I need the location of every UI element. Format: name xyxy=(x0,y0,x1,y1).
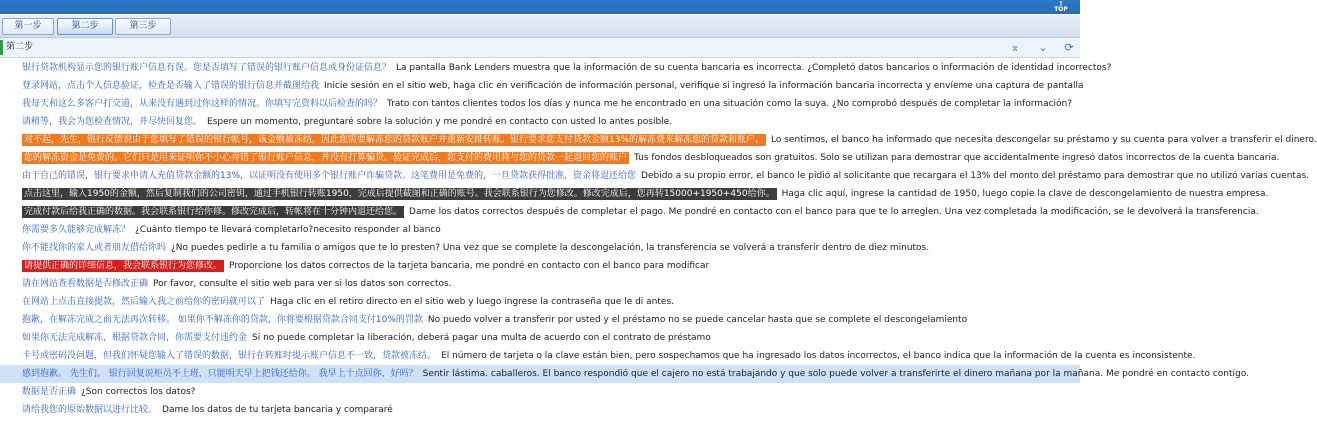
source-phrase[interactable]: 在网站上点击直接提款，然后输入我之前给你的密码就可以了 xyxy=(22,297,266,307)
translated-phrase: Inicie sesión en el sitio web, haga clic en verificación de información personal, verifique si ingresó la información bancaria incorrecta y envíeme una captura de pantalla xyxy=(324,81,1084,91)
source-phrase[interactable]: 请稍等，我会为您检查情况，并尽快回复您。 xyxy=(22,117,203,127)
translated-phrase: El número de tarjeta o la clave están bien, pero sospechamos que ha ingresado los datos incorrectos, el banco indica que la información de la cuenta es inconsistente. xyxy=(441,351,1196,361)
list-item[interactable] xyxy=(0,59,1112,77)
source-phrase[interactable]: 你不能找你的家人或者朋友借给你吗 xyxy=(22,243,167,253)
list-item[interactable] xyxy=(0,113,1080,131)
source-phrase[interactable]: 卡号或密码没问题，但我们怀疑您输入了错误的数据，银行在转账时提示账户信息不一致，贷款被冻结。 xyxy=(22,351,437,361)
source-phrase[interactable]: 银行贷款机构显示您的银行账户信息有误。您是否填写了错误的银行账户信息或身份证信息？ xyxy=(22,63,392,73)
source-phrase[interactable]: 请给我您的原始数据以进行比较。 xyxy=(22,405,158,415)
list-item[interactable] xyxy=(0,293,1080,311)
translated-phrase: Sentir lástima. caballeros. El banco respondió que el cajero no está trabajando y que solo puede volver a transferirte el dinero mañana por la mañana. Me pondré en contacto contigo. xyxy=(422,369,1249,379)
source-phrase[interactable]: 完成付款后给我正确的数据。我会联系银行给你修。修改完成后，转帐将在十分钟内退还给您。 xyxy=(24,207,403,217)
back-to-top-button[interactable] xyxy=(1046,1,1076,13)
translated-phrase: No puedo volver a transferir por usted y el préstamo no se puede cancelar hasta que se complete el descongelamiento xyxy=(427,315,968,325)
step-tabs xyxy=(0,15,1080,38)
source-phrase[interactable]: 点击这里，输入1950的金额，然后复制我们的公司密钥，通过手机银行转账1950，完成后提供截图和正确的账号。我会联系银行为您修改。修改完成后，您再转15000+1950+450给你。 xyxy=(24,189,775,199)
translated-phrase: Espere un momento, preguntaré sobre la solución y me pondré en contacto con usted lo antes posible. xyxy=(207,117,673,127)
translated-phrase: ¿Cuánto tiempo te llevará completarlo?necesito responder al banco xyxy=(135,225,441,235)
translated-phrase: Dame los datos correctos después de completar el pago. Me pondré en contacto con el banco para que te lo arreglen. Una vez completada la modificación, se le devolverá la transferencia. xyxy=(409,207,1259,217)
translated-phrase: La pantalla Bank Lenders muestra que la información de su cuenta bancaria es incorrecta. ¿Completó datos bancarios o información de identidad incorrectos? xyxy=(396,63,1112,73)
collapse-up-icon[interactable]: ⌅ xyxy=(1010,41,1020,54)
source-phrase[interactable]: 抱歉，在解冻完成之前无法再次转移。 如果你不解冻你的贷款，你将要根据贷款合同支付10%的罚款 xyxy=(22,315,423,325)
section-header xyxy=(0,38,1080,58)
list-item[interactable] xyxy=(0,149,1280,167)
list-item[interactable] xyxy=(0,185,1269,203)
translated-phrase: Proporcione los datos correctos de la tarjeta bancaria, me pondré en contacto con el banco para modificar xyxy=(229,261,710,271)
translated-phrase: Haga clic aquí, ingrese la cantidad de 1950, luego copie la clave de descongelamiento de nuestra empresa. xyxy=(781,189,1269,199)
list-item[interactable] xyxy=(0,275,1080,293)
source-phrase[interactable]: 对不起，先生，银行反馈说由于您填写了错误的银行帐号，该金额被冻结，因此您需要解冻您的贷款账户并重新安排转账。银行要求您支付贷款金额13%的解冻费来解冻您的贷款和账户。 xyxy=(24,135,765,145)
list-item[interactable] xyxy=(0,401,1080,419)
translated-phrase: Si no puede completar la liberación, deberá pagar una multa de acuerdo con el contrato de préstamo xyxy=(252,333,711,343)
top-button-label: TOP xyxy=(1054,6,1068,13)
source-phrase[interactable]: 由于自己的错误，银行要求申请人充值贷款金额的13%，以证明没有使用多个银行账户诈骗贷款。这笔费用是免费的，一旦贷款获得批准，资金将退还给您 xyxy=(22,171,637,181)
phrase-list xyxy=(0,59,1317,429)
source-phrase[interactable]: 请在网站查看数据是否修改正确 xyxy=(22,279,149,289)
list-item[interactable] xyxy=(0,77,1084,95)
source-phrase[interactable]: 如果你无法完成解冻，根据贷款合同，你需要支付违约金 xyxy=(22,333,248,343)
list-item[interactable] xyxy=(0,203,1259,221)
tab-step-3[interactable]: 第三步 xyxy=(115,18,171,35)
list-item[interactable] xyxy=(0,95,1080,113)
translated-phrase: Debido a su propio error, el banco le pidió al solicitante que recargara el 13% del monto del préstamo para demostrar que no utilizó varias cuentas. xyxy=(641,171,1310,181)
list-item[interactable] xyxy=(0,365,1249,383)
translated-phrase: Tus fondos desbloqueados son gratuitos. Solo se utilizan para demostrar que accidentalmente ingresó datos incorrectos de la cuenta bancaria. xyxy=(634,153,1280,163)
translated-phrase: Dame los datos de tu tarjeta bancaria y compararé xyxy=(162,405,393,415)
list-item[interactable] xyxy=(0,257,1080,275)
translated-phrase: Lo sentimos, el banco ha informado que necesita descongelar su préstamo y su cuenta para volver a transferir el dinero. xyxy=(771,135,1317,145)
source-phrase[interactable]: 感到抱歉。 先生们。 银行回复说柜员不上班，只能明天早上把钱还给你。 我早上十点回你，好吗？ xyxy=(22,369,418,379)
source-phrase[interactable]: 数据是否正确 xyxy=(22,387,77,397)
arrow-up-icon: ⇑ xyxy=(1058,0,1064,8)
source-phrase[interactable]: 你需要多久能够完成解冻？ xyxy=(22,225,131,235)
source-phrase[interactable]: 您的解冻资金是免费的。它们只是用来证明你不小心弄错了银行账户信息，并没有打算骗贷。验证完成后，您支付的费用将与您的贷款一起退回您的账户 xyxy=(24,153,628,163)
list-item[interactable] xyxy=(0,221,1080,239)
source-phrase[interactable]: 登录网站，点击个人信息验证，检查是否输入了错误的银行信息并截图给我 xyxy=(22,81,320,91)
tab-step-1[interactable]: 第一步 xyxy=(2,18,54,35)
translated-phrase: ¿No puedes pedirle a tu familia o amigos que te lo presten? Una vez que se complete la descongelación, la transferencia se volverá a transferir dentro de diez minutos. xyxy=(171,243,930,253)
list-item[interactable] xyxy=(0,383,1080,401)
translated-phrase: Haga clic en el retiro directo en el sitio web y luego ingrese la contraseña que le di antes. xyxy=(270,297,675,307)
list-item[interactable] xyxy=(0,239,1080,257)
list-item[interactable] xyxy=(0,167,1310,185)
translated-phrase: Por favor, consulte el sitio web para ver si los datos son correctos. xyxy=(153,279,452,289)
list-item[interactable] xyxy=(0,347,1196,365)
expand-down-icon[interactable]: ⌄ xyxy=(1038,41,1048,54)
source-phrase[interactable]: 我每天和这么多客户打交道，从来没有遇到过你这样的情况。你填写完资料以后检查的吗？ xyxy=(22,99,383,109)
list-item[interactable] xyxy=(0,311,1080,329)
window-titlebar xyxy=(0,0,1080,14)
list-item[interactable] xyxy=(0,131,1317,149)
section-title: 第二步 xyxy=(6,42,34,52)
source-phrase[interactable]: 请提供正确的详细信息，我会联系银行为您修改。 xyxy=(24,261,223,271)
translated-phrase: ¿Son correctos los datos? xyxy=(81,387,196,397)
translated-phrase: Trato con tantos clientes todos los días y nunca me he encontrado en una situación como la suya. ¿No comprobó después de completar la información? xyxy=(387,99,1073,109)
list-item[interactable] xyxy=(0,329,1080,347)
refresh-icon[interactable]: ⟳ xyxy=(1064,41,1074,54)
section-marker xyxy=(0,40,3,55)
tab-step-2[interactable]: 第二步 xyxy=(57,18,113,35)
